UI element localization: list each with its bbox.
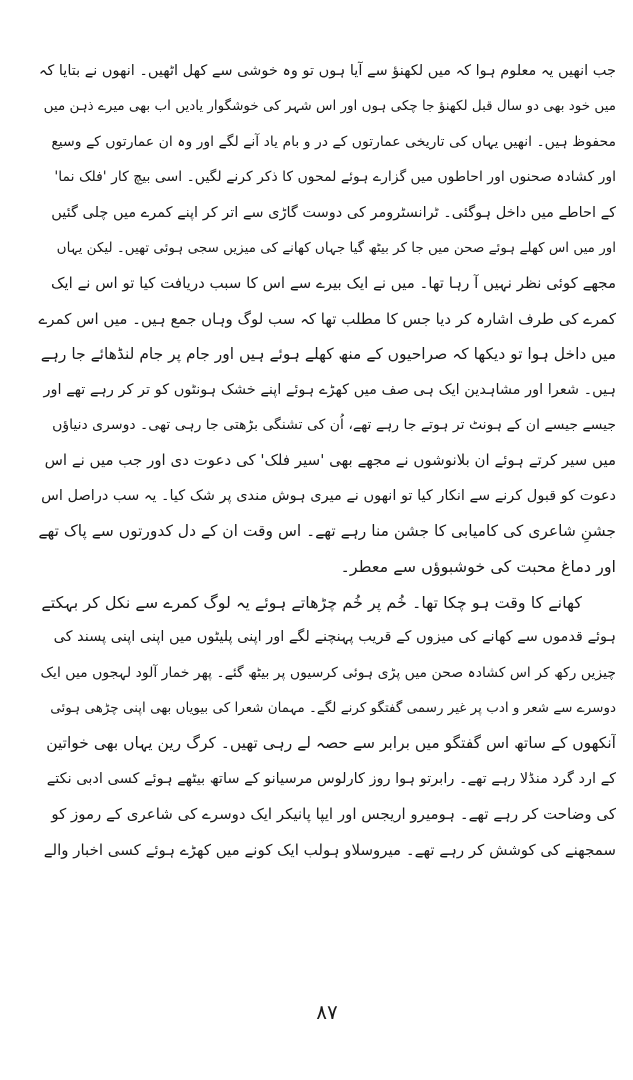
text-line: کھانے کا وقت ہو چکا تھا۔ خُم پر خُم چڑھاتے ہوئے یہ لوگ کمرے سے نکل کر بہکتے	[41, 592, 582, 612]
text-line: میں خود بھی دو سال قبل لکھنؤ جا چکی ہوں اور اس شہر کی خوشگوار یادیں اب بھی میرے ذہن میں	[43, 98, 616, 115]
text-line: محفوظ ہیں۔ انھیں یہاں کی تاریخی عمارتوں کے در و بام یاد آنے لگے اور وہ ان عمارتوں کے وسیع	[51, 133, 616, 150]
text-line: اور میں اس کھلے ہوئے صحن میں جا کر بیٹھ گیا جہاں کھانے کی میزیں سجی ہوئی تھیں۔ لیکن یہاں	[56, 239, 616, 256]
text-line: کے ارد گرد منڈلا رہے تھے۔ رابرتو ہوا روز کارلوس مرسیانو کے ساتھ بیٹھے ہوئے کسی ادبی نکتے	[46, 770, 616, 787]
text-line: ہوئے قدموں سے کھانے کی میزوں کے قریب پہنچنے لگے اور اپنی پلیٹوں میں اپنی اپنی پسند کی	[53, 629, 616, 646]
text-line: میں داخل ہوا تو دیکھا کہ صراحیوں کے منھ کھلے ہوئے ہیں اور جام پر جام لنڈھائے جا رہے	[40, 345, 616, 364]
text-line: کمرے کی طرف اشارہ کر دیا جس کا مطلب تھا کہ سب لوگ وہاں جمع ہیں۔ میں اس کمرے	[38, 309, 616, 328]
text-line: دعوت کو قبول کرنے سے انکار کیا تو انھوں نے میری ہوش مندی پر شک کیا۔ یہ سب دراصل اس	[41, 487, 616, 504]
paragraph-1	[38, 54, 616, 585]
paragraph-2	[38, 585, 616, 868]
text-line: کے احاطے میں داخل ہوگئی۔ ٹرانسٹرومر کی دوست گاڑی سے اتر کر اپنے کمرے میں چلی گئیں	[51, 204, 616, 221]
text-line: جشنِ شاعری کی کامیابی کا جشن منا رہے تھے۔ اس وقت ان کے دل کدورتوں سے پاک تھے	[38, 522, 616, 541]
text-line: اور دماغ محبت کی خوشبوؤں سے معطر۔	[340, 557, 616, 577]
text-line: جب انھیں یہ معلوم ہوا کہ میں لکھنؤ سے آیا ہوں تو وہ خوشی سے کھل اٹھیں۔ انھوں نے بتایا کہ	[38, 63, 616, 79]
text-line: میں سیر کرتے ہوئے ان بلانوشوں نے مجھے بھی 'سیر فلک' کی دعوت دی اور جب میں نے اس	[44, 451, 616, 470]
text-line: دوسرے سے شعر و ادب پر غیر رسمی گفتگو کرنے لگے۔ مہمان شعرا کی بیویاں بھی اپنی چڑھی ہوئی	[50, 700, 616, 717]
text-line: مجھے کوئی نظر نہیں آ رہا تھا۔ میں نے ایک بیرے سے اس کا سبب دریافت کیا تو اس نے ایک	[50, 274, 616, 293]
text-line: آنکھوں کے ساتھ اس گفتگو میں برابر سے حصہ لے رہی تھیں۔ کرگ رین یہاں بھی خواتین	[46, 734, 616, 753]
text-line: چیزیں رکھ کر اس کشادہ صحن میں پڑی ہوئی کرسیوں پر بیٹھ گئے۔ پھر خمار آلود لہجوں میں ایک	[40, 664, 616, 681]
page-number: ۸۷	[316, 1000, 338, 1024]
document-page	[38, 54, 616, 1054]
text-line: ہیں۔ شعرا اور مشاہدین ایک ہی صف میں کھڑے ہوئے اپنے خشک ہونٹوں کو تر کر رہے تھے اور	[43, 381, 616, 398]
text-line: سمجھنے کی کوشش کر رہے تھے۔ میروسلاو ہولب ایک کونے میں کھڑے ہوئے کسی اخبار والے	[43, 840, 616, 859]
text-line: اور کشادہ صحنوں اور احاطوں میں گزارے ہوئے لمحوں کا ذکر کرنے لگیں۔ اسی بیچ کار 'فلک نما'	[54, 169, 616, 186]
text-line: جیسے جیسے ان کے ہونٹ تر ہوتے جا رہے تھے، اُن کی تشنگی بڑھتی جا رہی تھی۔ دوسری دنیاؤں	[52, 416, 616, 433]
text-line: کی وضاحت کر رہے تھے۔ ہومیرو اریجس اور ایپا پانیکر ایک دوسرے کی شاعری کے رموز کو	[51, 805, 616, 824]
